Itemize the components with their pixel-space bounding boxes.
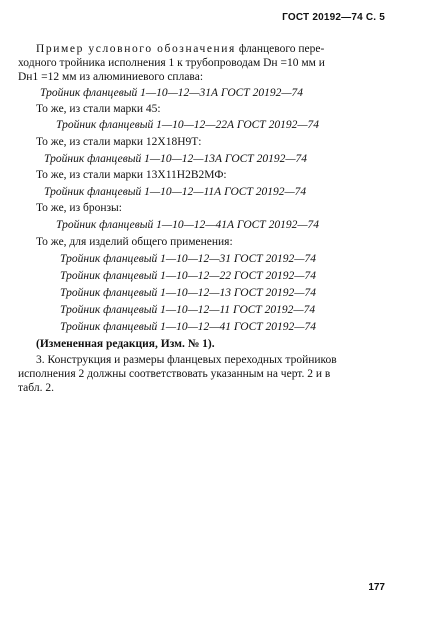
page-number: 177 (368, 582, 385, 593)
example-line-2: ходного тройника исполнения 1 к трубопроводам Dн =10 мм и (18, 57, 325, 69)
caption-general: То же, для изделий общего применения: (36, 236, 233, 248)
designation-steel-12x18h9t: Тройник фланцевый 1—10—12—13А ГОСТ 20192—74 (44, 153, 308, 165)
general-designation: Тройник фланцевый 1—10—12—41 ГОСТ 20192—74 (60, 321, 317, 333)
caption-bronze: То же, из бронзы: (36, 202, 122, 214)
example-line-1 (36, 42, 324, 56)
paragraph-3-line-1: 3. Конструкция и размеры фланцевых переходных тройников (36, 354, 337, 366)
example-spaced-text: Пример условного обозначения (36, 43, 236, 55)
general-designation: Тройник фланцевый 1—10—12—13 ГОСТ 20192—74 (60, 287, 317, 299)
designation-steel-45: Тройник фланцевый 1—10—12—22А ГОСТ 20192—74 (56, 119, 320, 131)
general-designation: Тройник фланцевый 1—10—12—31 ГОСТ 20192—74 (60, 253, 317, 265)
caption-steel-45: То же, из стали марки 45: (36, 103, 161, 115)
designation-aluminium: Тройник фланцевый 1—10—12—31А ГОСТ 20192—74 (40, 87, 304, 99)
example-line-3: Dн1 =12 мм из алюминиевого сплава: (18, 71, 204, 83)
caption-steel-13x11: То же, из стали марки 13Х11Н2В2МФ: (36, 169, 227, 181)
amendment-note: (Измененная редакция, Изм. № 1). (36, 338, 215, 350)
paragraph-3-line-2: исполнения 2 должны соответствовать указанным на черт. 2 и в (18, 368, 331, 380)
designation-bronze: Тройник фланцевый 1—10—12—41А ГОСТ 20192—74 (56, 219, 320, 231)
designation-steel-13x11: Тройник фланцевый 1—10—12—11А ГОСТ 20192—74 (44, 186, 307, 198)
caption-steel-12x18h9t: То же, из стали марки 12Х18Н9Т: (36, 136, 202, 148)
general-designation: Тройник фланцевый 1—10—12—22 ГОСТ 20192—74 (60, 270, 317, 282)
paragraph-3-line-3: табл. 2. (18, 382, 54, 394)
example-rest-text: фланцевого пере- (238, 43, 325, 55)
page-header: ГОСТ 20192—74 С. 5 (282, 12, 385, 23)
general-designation: Тройник фланцевый 1—10—12—11 ГОСТ 20192—74 (60, 304, 316, 316)
